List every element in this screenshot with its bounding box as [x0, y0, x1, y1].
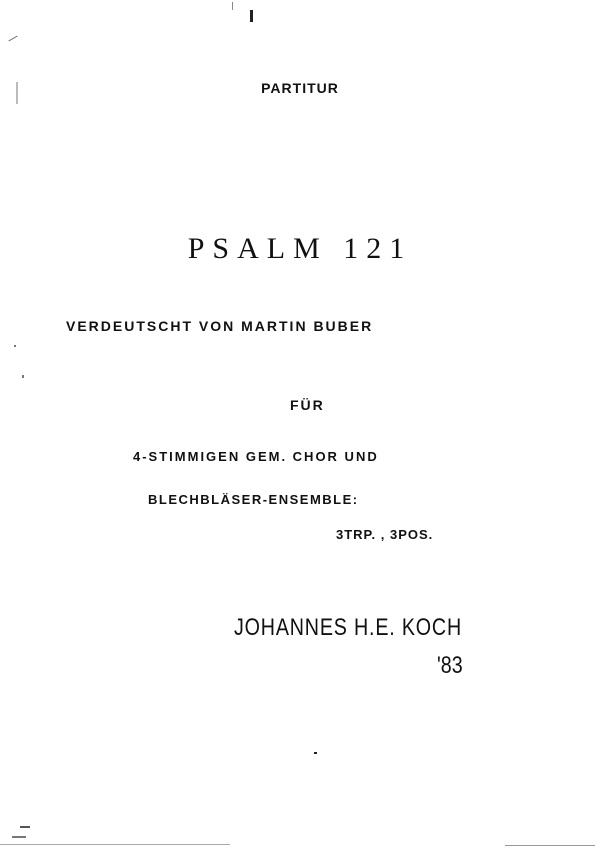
scan-mark — [250, 10, 253, 22]
for-label: FÜR — [290, 397, 325, 413]
scan-mark — [8, 36, 17, 42]
scan-mark — [16, 82, 18, 104]
scan-mark — [505, 845, 595, 846]
ensemble-description: BLECHBLÄSER-ENSEMBLE: — [148, 492, 359, 507]
choir-description: 4-STIMMIGEN GEM. CHOR UND — [133, 449, 379, 464]
scan-mark — [20, 826, 30, 828]
scan-mark — [12, 836, 26, 838]
composition-year: '83 — [437, 652, 463, 679]
page-title: PSALM 121 — [187, 232, 413, 265]
scan-mark — [22, 375, 24, 378]
scan-mark — [0, 844, 230, 845]
instrumentation: 3TRP. , 3POS. — [336, 527, 434, 542]
score-label: PARTITUR — [261, 80, 339, 96]
translator-credit: VERDEUTSCHT VON MARTIN BUBER — [66, 318, 374, 334]
composer-name: JOHANNES H.E. KOCH — [234, 614, 462, 641]
scan-mark — [314, 752, 317, 754]
scan-mark — [232, 2, 233, 10]
scan-mark — [14, 345, 16, 347]
